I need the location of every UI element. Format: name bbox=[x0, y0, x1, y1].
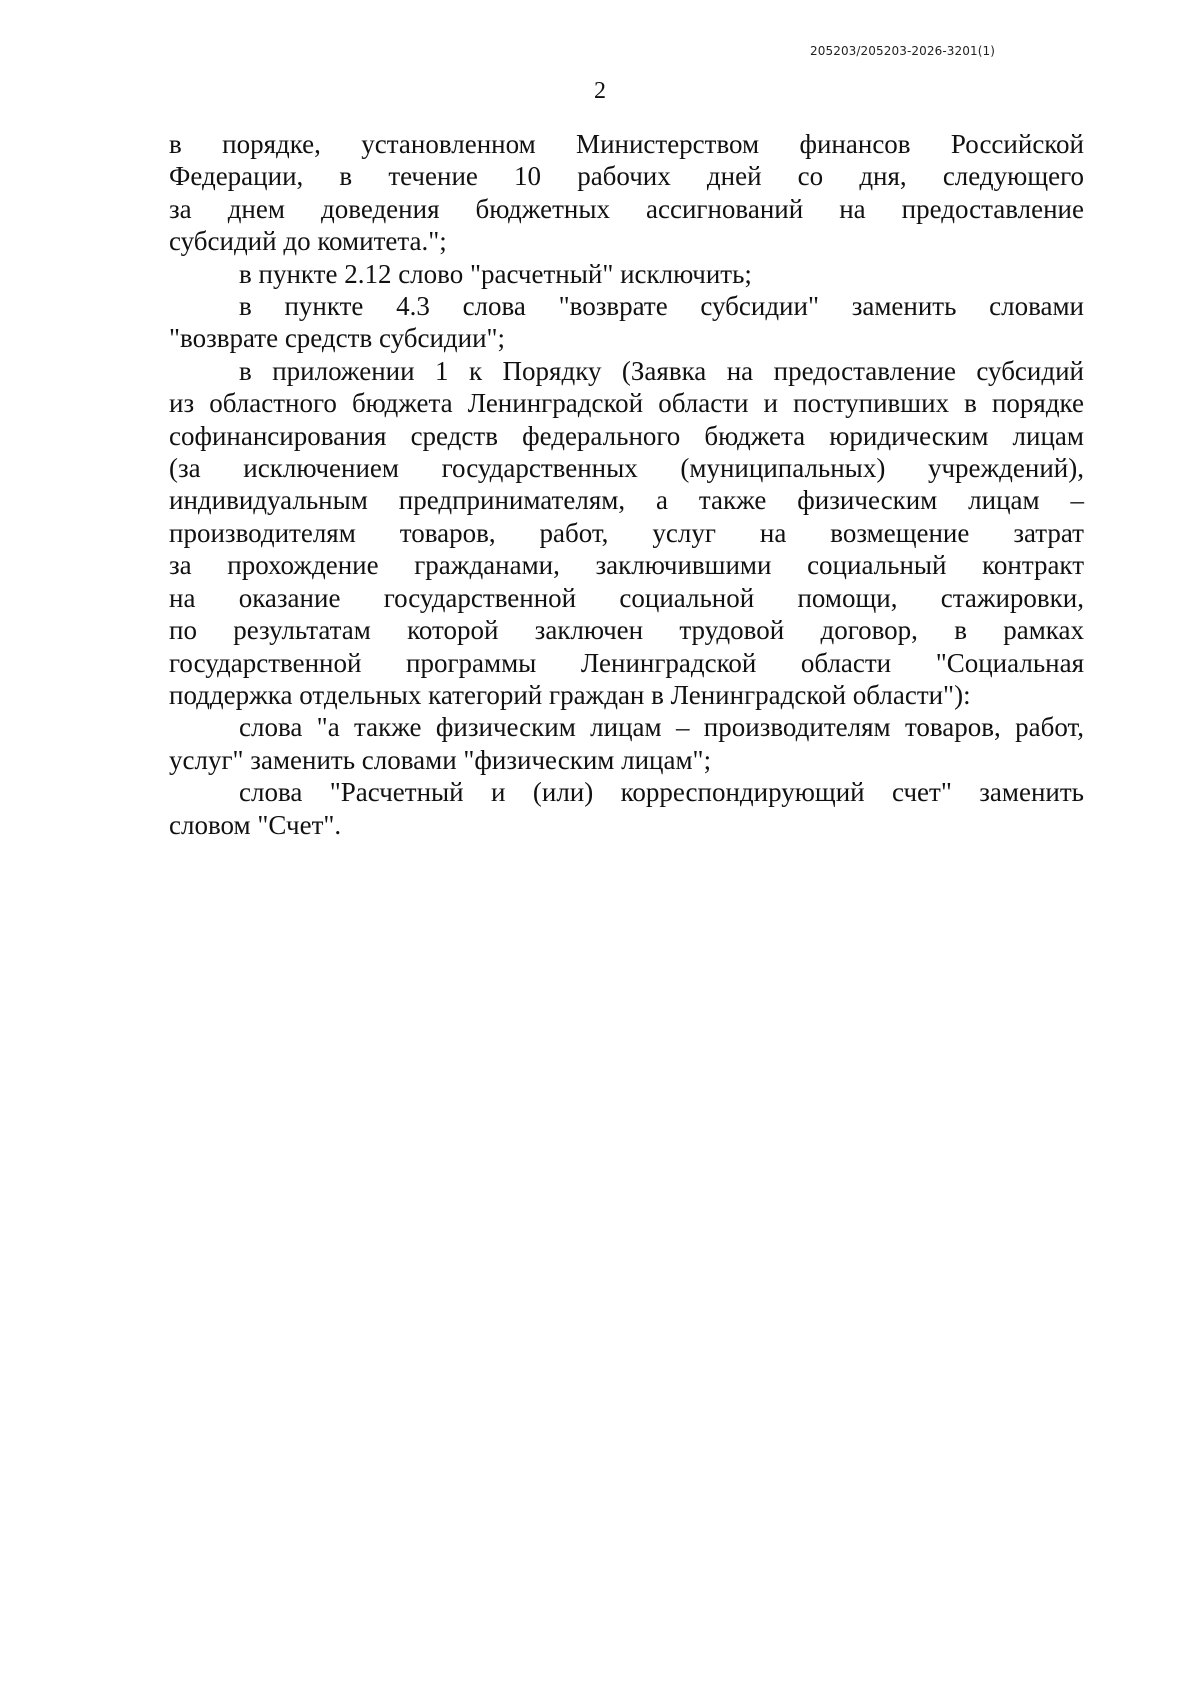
text-line: словом "Счет". bbox=[169, 809, 342, 840]
paragraph-3 bbox=[169, 290, 1084, 355]
text-line: поддержка отдельных категорий граждан в Ленинградской области"): bbox=[169, 679, 971, 710]
document-body bbox=[169, 128, 1084, 841]
text-line: Федерации, в течение 10 рабочих дней со дня, следующего bbox=[169, 161, 1084, 192]
page-number: 2 bbox=[594, 78, 606, 104]
paragraph-2 bbox=[169, 258, 1084, 290]
document-id: 205203/205203-2026-3201(1) bbox=[810, 44, 995, 58]
text-line: в пункте 2.12 слово "расчетный" исключить; bbox=[239, 258, 752, 289]
text-line: услуг" заменить словами "физическим лицам"; bbox=[169, 744, 712, 775]
text-line: на оказание государственной социальной помощи, стажировки, bbox=[169, 582, 1084, 613]
text-line: производителям товаров, работ, услуг на возмещение затрат bbox=[169, 517, 1084, 548]
text-line: "возврате средств субсидии"; bbox=[169, 323, 506, 354]
text-line: субсидий до комитета."; bbox=[169, 226, 447, 257]
text-line: в порядке, установленном Министерством финансов Российской bbox=[169, 129, 1084, 159]
text-line: за днем доведения бюджетных ассигнований на предоставление bbox=[169, 193, 1084, 224]
paragraph-5 bbox=[169, 711, 1084, 776]
text-line: софинансирования средств федерального бюджета юридическим лицам bbox=[169, 420, 1084, 451]
text-line: по результатам которой заключен трудовой договор, в рамках bbox=[169, 615, 1084, 646]
text-line: (за исключением государственных (муниципальных) учреждений), bbox=[169, 453, 1084, 484]
text-line: государственной программы Ленинградской области "Социальная bbox=[169, 647, 1084, 678]
text-line: индивидуальным предпринимателям, а также физическим лицам – bbox=[169, 485, 1084, 516]
text-line: слова "Расчетный и (или) корреспондирующий счет" заменить bbox=[239, 777, 1084, 808]
text-line: за прохождение гражданами, заключившими социальный контракт bbox=[169, 550, 1084, 581]
text-line: из областного бюджета Ленинградской области и поступивших в порядке bbox=[169, 388, 1084, 419]
paragraph-4 bbox=[169, 355, 1084, 711]
text-line: в пункте 4.3 слова "возврате субсидии" заменить словами bbox=[239, 291, 1084, 322]
paragraph-6 bbox=[169, 776, 1084, 841]
paragraph-1 bbox=[169, 128, 1084, 258]
text-line: в приложении 1 к Порядку (Заявка на предоставление субсидий bbox=[239, 355, 1084, 386]
text-line: слова "а также физическим лицам – производителям товаров, работ, bbox=[239, 712, 1084, 743]
